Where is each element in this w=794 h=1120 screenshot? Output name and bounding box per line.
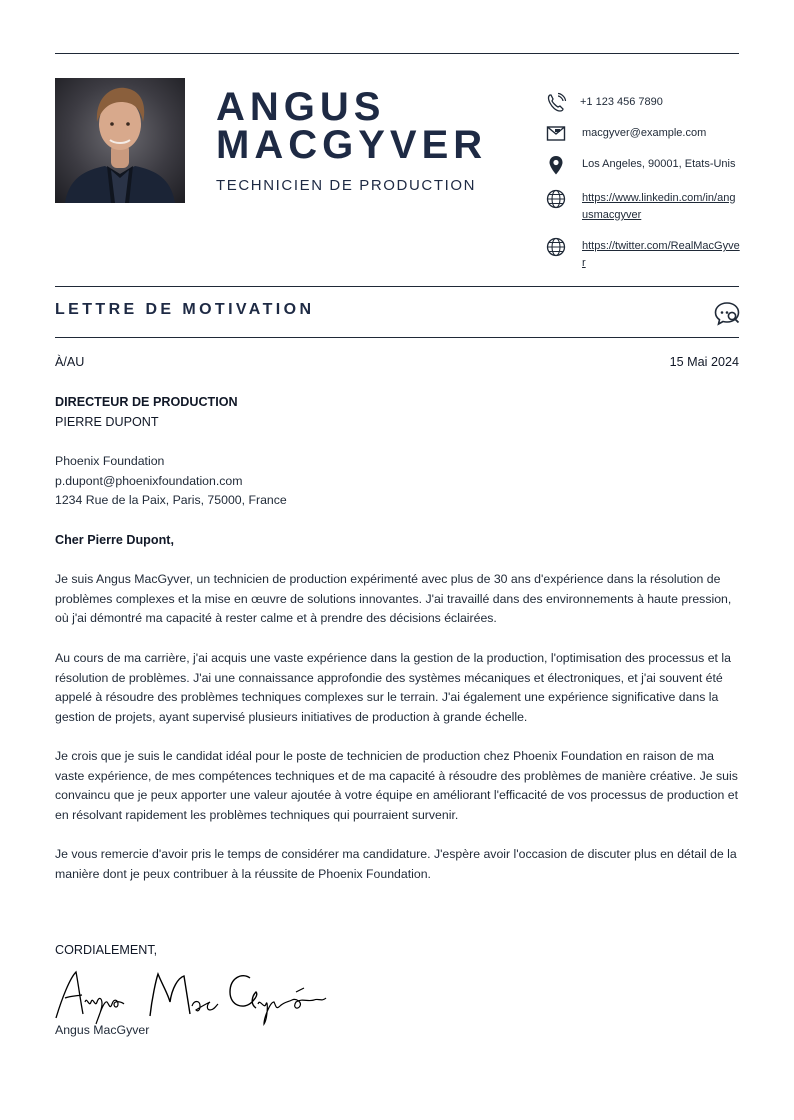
letter-date: 15 Mai 2024 xyxy=(669,355,739,369)
globe-icon xyxy=(545,236,567,258)
section-bottom-divider xyxy=(55,337,739,338)
salutation: Cher Pierre Dupont, xyxy=(55,533,174,547)
company-email: p.dupont@phoenixfoundation.com xyxy=(55,474,243,488)
portrait-illustration xyxy=(55,78,185,203)
email-value: macgyver@example.com xyxy=(582,127,707,139)
location-pin-icon xyxy=(545,154,567,176)
recipient-name: PIERRE DUPONT xyxy=(55,415,159,429)
signed-name: Angus MacGyver xyxy=(55,1023,150,1037)
name-first: ANGUS xyxy=(216,85,386,129)
linkedin-link[interactable]: https://www.linkedin.com/in/angusmacgyver xyxy=(582,192,736,221)
company-address: 1234 Rue de la Paix, Paris, 75000, France xyxy=(55,493,287,507)
profile-photo xyxy=(55,78,185,203)
handwritten-signature xyxy=(52,958,342,1030)
body-paragraph-2: Au cours de ma carrière, j'ai acquis une vaste expérience dans la gestion de la production, l'optimisation des processus et la résolution de problèmes. J'ai une connaissance approfondie des systèmes mécaniques et électroniques, et j'ai souvent été appelé à résoudre des problèmes techniques complexes sur le terrain. J'ai également une expérience significative dans la gestion de projets, ayant supervisé plusieurs initiatives de production à grande échelle. xyxy=(55,651,731,724)
phone-icon xyxy=(545,92,567,114)
closing: CORDIALEMENT, xyxy=(55,943,158,957)
recipient-title: DIRECTEUR DE PRODUCTION xyxy=(55,395,238,409)
full-name xyxy=(216,85,526,167)
globe-icon xyxy=(545,188,567,210)
phone-value: +1 123 456 7890 xyxy=(580,96,663,108)
section-title: LETTRE DE MOTIVATION xyxy=(55,301,315,318)
company-name: Phoenix Foundation xyxy=(55,454,165,468)
body-paragraph-1: Je suis Angus MacGyver, un technicien de production expérimenté avec plus de 30 ans d'expérience dans la résolution de problèmes complexes et la mise en œuvre de solutions innovantes. J'ai travaillé dans des environnements à haute pression, où j'ai démontré ma capacité à rester calme et à prendre des décisions éclairées. xyxy=(55,572,732,626)
body-paragraph-3: Je crois que je suis le candidat idéal pour le poste de technicien de production chez Phoenix Foundation en raison de ma vaste expérience, de mes compétences techniques et de ma capacité à résoudre des problèmes de manière créative. Je suis convaincu que je peux apporter une valeur ajoutée à votre équipe en améliorant l'efficacité de vos processus de production et en résolvant rapidement les problèmes techniques qui pourraient survenir. xyxy=(55,749,738,822)
section-top-divider xyxy=(55,286,739,287)
speech-bubble-search-icon xyxy=(713,300,741,328)
body-paragraph-4: Je vous remercie d'avoir pris le temps de considérer ma candidature. J'espère avoir l'occasion de discuter plus en détail de la manière dont je peux contribuer à la réussite de Phoenix Foundation. xyxy=(55,847,737,881)
name-last: MACGYVER xyxy=(216,123,488,167)
top-divider xyxy=(55,53,739,54)
to-label: À/AU xyxy=(55,355,85,369)
twitter-link[interactable]: https://twitter.com/RealMacGyver xyxy=(582,240,740,269)
job-title: TECHNICIEN DE PRODUCTION xyxy=(216,177,477,194)
address-value: Los Angeles, 90001, Etats-Unis xyxy=(582,158,736,170)
envelope-icon xyxy=(545,123,567,145)
